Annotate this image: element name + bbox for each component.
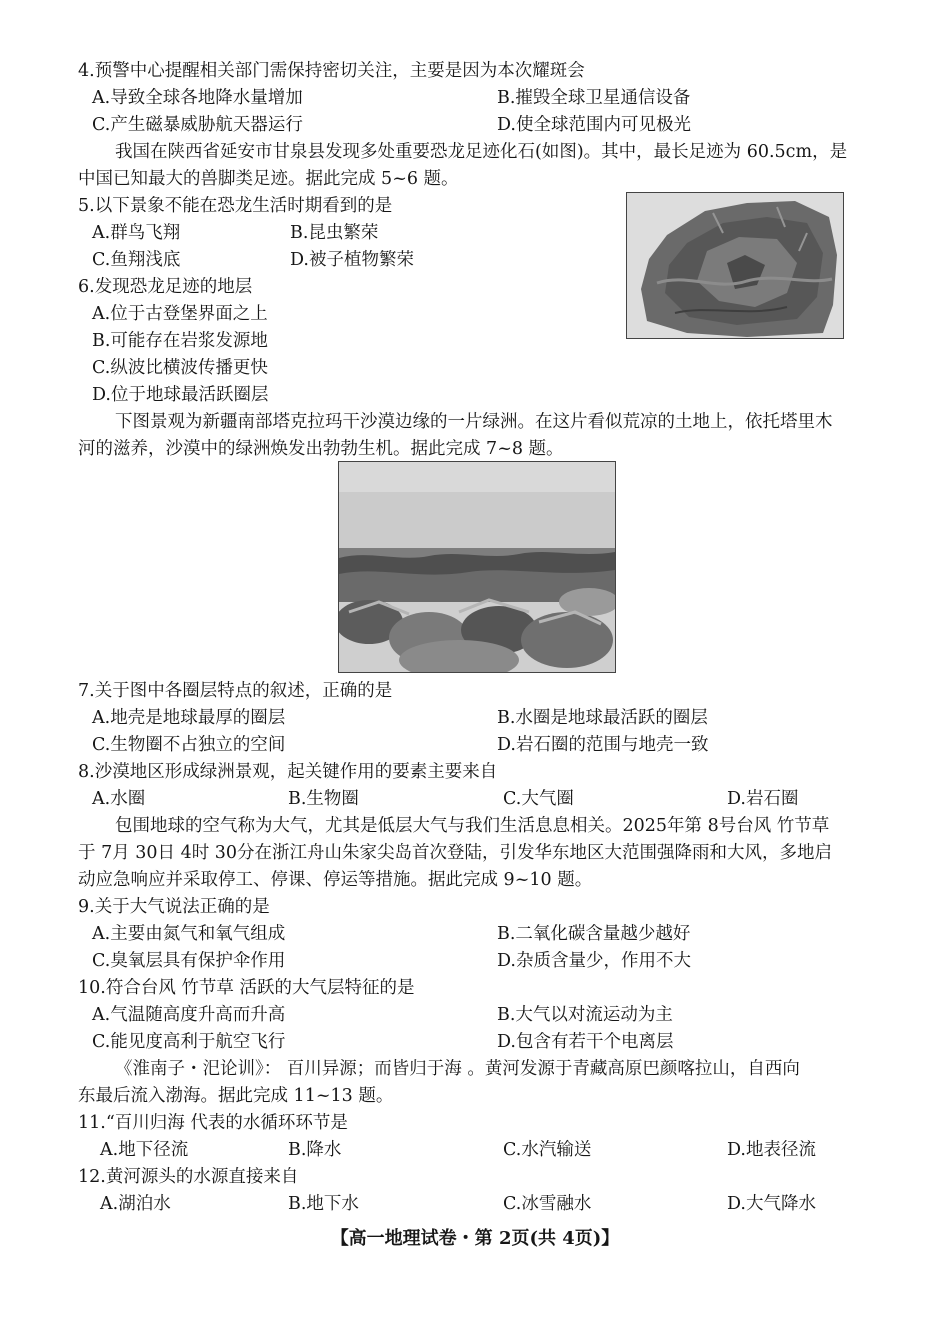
q12-option-b: B.地下水 (288, 1194, 359, 1214)
q10-stem: 10.符合台风 竹节草 活跃的大气层特征的是 (78, 978, 415, 998)
dinosaur-footprint-photo (626, 192, 844, 339)
q11-option-d: D.地表径流 (727, 1140, 816, 1160)
q10-option-c: C.能见度高利于航空飞行 (92, 1032, 286, 1052)
q8-option-b: B.生物圈 (288, 789, 359, 809)
q11-option-b: B.降水 (288, 1140, 342, 1160)
q5-option-a: A.群鸟飞翔 (92, 223, 181, 243)
q6-option-a: A.位于古登堡界面之上 (92, 304, 268, 324)
q9-option-d: D.杂质含量少，作用不大 (497, 951, 691, 971)
q6-stem: 6.发现恐龙足迹的地层 (78, 277, 253, 297)
q7-option-b: B.水圈是地球最活跃的圈层 (497, 708, 708, 728)
q11-option-a: A.地下径流 (100, 1140, 189, 1160)
q8-option-a: A.水圈 (92, 789, 146, 809)
q4-stem: 4.预警中心提醒相关部门需保持密切关注，主要是因为本次耀斑会 (78, 61, 585, 81)
q9-option-c: C.臭氧层具有保护伞作用 (92, 951, 286, 971)
q8-option-d: D.岩石圈 (727, 789, 799, 809)
q7-option-a: A.地壳是地球最厚的圈层 (92, 708, 286, 728)
passage-typhoon-line3: 动应急响应并采取停工、停课、停运等措施。据此完成 9~10 题。 (78, 870, 593, 890)
passage-yellow-river-line1: 《淮南子・汜论训》： 百川异源；而皆归于海 。黄河发源于青藏高原巴颜喀拉山，自西向 (115, 1059, 800, 1079)
q5-option-c: C.鱼翔浅底 (92, 250, 181, 270)
passage-oasis-line1: 下图景观为新疆南部塔克拉玛干沙漠边缘的一片绿洲。在这片看似荒凉的土地上，依托塔里木 (115, 412, 833, 432)
passage-dinosaur-line2: 中国已知最大的兽脚类足迹。据此完成 5~6 题。 (78, 169, 459, 189)
oasis-landscape-photo (338, 461, 616, 673)
q7-stem: 7.关于图中各圈层特点的叙述，正确的是 (78, 681, 393, 701)
q12-option-a: A.湖泊水 (100, 1194, 171, 1214)
q6-option-c: C.纵波比横波传播更快 (92, 358, 268, 378)
q6-option-b: B.可能存在岩浆发源地 (92, 331, 268, 351)
q8-option-c: C.大气圈 (503, 789, 574, 809)
q11-option-c: C.水汽输送 (503, 1140, 592, 1160)
q10-option-a: A.气温随高度升高而升高 (92, 1005, 286, 1025)
passage-dinosaur-line1: 我国在陕西省延安市甘泉县发现多处重要恐龙足迹化石(如图)。其中，最长足迹为 60.5cm，是 (115, 142, 848, 162)
page-footer: 【高一地理试卷・第 2页(共 4页)】 (330, 1228, 620, 1249)
q11-stem: 11.“百川归海 代表的水循环环节是 (78, 1113, 348, 1133)
q12-stem: 12.黄河源头的水源直接来自 (78, 1167, 299, 1187)
q10-option-d: D.包含有若干个电离层 (497, 1032, 674, 1052)
q8-stem: 8.沙漠地区形成绿洲景观，起关键作用的要素主要来自 (78, 762, 498, 782)
q7-option-c: C.生物圈不占独立的空间 (92, 735, 286, 755)
q5-option-d: D.被子植物繁荣 (290, 250, 414, 270)
q12-option-d: D.大气降水 (727, 1194, 816, 1214)
q5-option-b: B.昆虫繁荣 (290, 223, 379, 243)
passage-yellow-river-line2: 东最后流入渤海。据此完成 11~13 题。 (78, 1086, 394, 1106)
q6-option-d: D.位于地球最活跃圈层 (92, 385, 269, 405)
q9-option-a: A.主要由氮气和氧气组成 (92, 924, 286, 944)
q12-option-c: C.冰雪融水 (503, 1194, 592, 1214)
q9-option-b: B.二氧化碳含量越少越好 (497, 924, 691, 944)
q7-option-d: D.岩石圈的范围与地壳一致 (497, 735, 709, 755)
passage-typhoon-line2: 于 7月 30日 4时 30分在浙江舟山朱家尖岛首次登陆，引发华东地区大范围强降雨和大风，多地启 (78, 843, 833, 863)
q4-option-c: C.产生磁暴威胁航天器运行 (92, 115, 303, 135)
passage-oasis-line2: 河的滋养，沙漠中的绿洲焕发出勃勃生机。据此完成 7~8 题。 (78, 439, 564, 459)
q9-stem: 9.关于大气说法正确的是 (78, 897, 270, 917)
q5-stem: 5.以下景象不能在恐龙生活时期看到的是 (78, 196, 393, 216)
passage-typhoon-line1: 包围地球的空气称为大气，尤其是低层大气与我们生活息息相关。2025年第 8号台风 竹节草 (115, 816, 830, 836)
q4-option-b: B.摧毁全球卫星通信设备 (497, 88, 691, 108)
q10-option-b: B.大气以对流运动为主 (497, 1005, 673, 1025)
q4-option-d: D.使全球范围内可见极光 (497, 115, 691, 135)
q4-option-a: A.导致全球各地降水量增加 (92, 88, 303, 108)
